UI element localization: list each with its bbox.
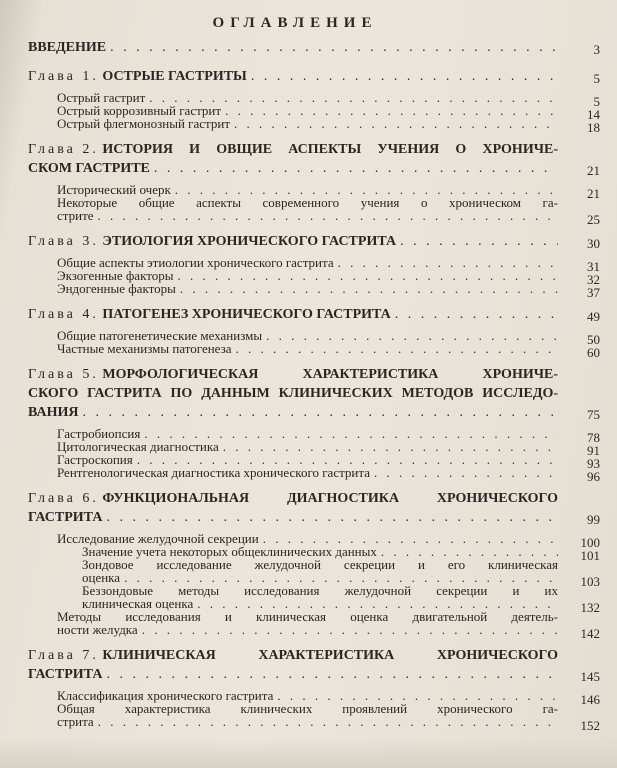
toc-chapter bbox=[28, 365, 602, 422]
page-number: 142 bbox=[580, 626, 600, 641]
toc-line bbox=[57, 282, 602, 295]
toc-line bbox=[57, 623, 602, 636]
toc-entries bbox=[28, 38, 602, 733]
page-number: 21 bbox=[587, 163, 600, 178]
toc-line bbox=[28, 646, 602, 665]
toc-line bbox=[57, 196, 602, 209]
toc-chapter bbox=[28, 140, 602, 178]
dot-leader bbox=[138, 623, 558, 636]
entry-title: Исторический очерк bbox=[57, 182, 171, 197]
dot-leader bbox=[176, 282, 558, 295]
toc-section bbox=[28, 557, 602, 589]
entry-title: Общие аспекты этиологии хронического гастрита bbox=[57, 255, 334, 270]
toc-line bbox=[28, 403, 602, 422]
entry-title: ПАТОГЕНЕЗ ХРОНИЧЕСКОГО ГАСТРИТА bbox=[102, 307, 391, 322]
toc-line bbox=[57, 209, 602, 222]
page-number: 25 bbox=[587, 212, 600, 227]
toc-line bbox=[57, 715, 602, 728]
toc-line bbox=[28, 67, 602, 86]
page-number: 100 bbox=[580, 535, 600, 550]
entry-title: Острый коррозивный гастрит bbox=[57, 103, 222, 118]
chapter-number: Глава 1. bbox=[28, 69, 99, 84]
entry-title: стрита bbox=[57, 714, 94, 729]
page-title: ОГЛАВЛЕНИЕ bbox=[212, 15, 378, 31]
toc-line bbox=[57, 702, 602, 715]
chapter-number: Глава 5. bbox=[28, 367, 99, 382]
entry-title: Острый гастрит bbox=[57, 90, 146, 105]
page-number: 91 bbox=[587, 443, 600, 458]
toc-line bbox=[57, 117, 602, 130]
dot-leader bbox=[247, 67, 558, 86]
entry-title: клиническая оценка bbox=[82, 596, 194, 611]
page-number: 18 bbox=[587, 120, 600, 135]
dot-leader bbox=[94, 715, 558, 728]
page-number: 132 bbox=[580, 600, 600, 615]
table-of-contents bbox=[28, 0, 602, 733]
entry-title: Цитологическая диагностика bbox=[57, 439, 219, 454]
toc-line bbox=[28, 38, 602, 57]
entry-title: Классификация хронического гастрита bbox=[57, 688, 274, 703]
page-number: 145 bbox=[580, 669, 600, 684]
entry-title: КЛИНИЧЕСКАЯ ХАРАКТЕРИСТИКА ХРОНИЧЕСКОГО bbox=[102, 648, 558, 663]
entry-title: Острый флегмонозный гастрит bbox=[57, 116, 231, 131]
entry-title: Рентгенологическая диагностика хронического гастрита bbox=[57, 465, 370, 480]
entry-title: Гастроскопия bbox=[57, 452, 133, 467]
dot-leader bbox=[78, 403, 558, 422]
page-number: 96 bbox=[587, 469, 600, 484]
dot-leader bbox=[262, 329, 558, 342]
toc-line bbox=[57, 342, 602, 355]
toc-line bbox=[28, 384, 602, 403]
entry-title: ГАСТРИТА bbox=[28, 667, 103, 682]
entry-title: ности желудка bbox=[57, 622, 138, 637]
entry-title: Общая характеристика клинических проявлений хронического га- bbox=[57, 701, 558, 716]
toc-line bbox=[57, 466, 602, 479]
entry-title: Исследование желудочной секреции bbox=[57, 531, 259, 546]
toc-chapter bbox=[28, 489, 602, 527]
chapter-number: Глава 4. bbox=[28, 307, 99, 322]
page-number: 103 bbox=[580, 574, 600, 589]
page-number: 75 bbox=[587, 407, 600, 422]
dot-leader bbox=[106, 38, 558, 57]
entry-title: Общие патогенетические механизмы bbox=[57, 328, 263, 343]
entry-title: Экзогенные факторы bbox=[57, 268, 174, 283]
toc-chapter bbox=[28, 646, 602, 684]
toc-line bbox=[28, 159, 602, 178]
page-number: 21 bbox=[587, 186, 600, 201]
dot-leader bbox=[150, 159, 558, 178]
entry-title: стрите bbox=[57, 208, 94, 223]
page-number: 49 bbox=[587, 309, 600, 324]
dot-leader bbox=[370, 466, 558, 479]
page-number: 31 bbox=[587, 259, 600, 274]
page-number: 78 bbox=[587, 430, 600, 445]
dot-leader bbox=[230, 117, 558, 130]
entry-title: ИСТОРИЯ И ОВЩИЕ АСПЕКТЫ УЧЕНИЯ О ХРОНИЧЕ- bbox=[102, 142, 558, 157]
page-number: 146 bbox=[580, 692, 600, 707]
page-number: 5 bbox=[593, 71, 600, 86]
page-number: 60 bbox=[587, 345, 600, 360]
dot-leader bbox=[221, 104, 558, 117]
dot-leader bbox=[173, 269, 558, 282]
page-shadow bbox=[0, 738, 617, 768]
toc-chapter bbox=[28, 305, 602, 324]
dot-leader bbox=[102, 665, 558, 684]
toc-section bbox=[28, 116, 602, 135]
toc-line bbox=[28, 665, 602, 684]
entry-title: ОСТРЫЕ ГАСТРИТЫ bbox=[102, 69, 247, 84]
toc-line bbox=[28, 489, 602, 508]
entry-title: Эндогенные факторы bbox=[57, 281, 176, 296]
dot-leader bbox=[219, 440, 558, 453]
dot-leader bbox=[391, 305, 558, 324]
toc-section bbox=[28, 341, 602, 360]
entry-title: Гастробиопсия bbox=[57, 426, 141, 441]
page-number: 93 bbox=[587, 456, 600, 471]
chapter-number: Глава 2. bbox=[28, 142, 99, 157]
toc-line bbox=[28, 365, 602, 384]
toc-line bbox=[28, 305, 602, 324]
toc-section bbox=[28, 583, 602, 615]
chapter-number: Глава 6. bbox=[28, 491, 99, 506]
page-number: 5 bbox=[593, 94, 600, 109]
page-number: 14 bbox=[587, 107, 600, 122]
page-number: 101 bbox=[580, 548, 600, 563]
entry-title: ВВЕДЕНИЕ bbox=[28, 40, 107, 55]
page-number: 30 bbox=[587, 236, 600, 251]
entry-title: Частные механизмы патогенеза bbox=[57, 341, 232, 356]
toc-section bbox=[28, 465, 602, 484]
toc-section bbox=[28, 609, 602, 641]
toc-section bbox=[28, 281, 602, 300]
toc-section bbox=[28, 701, 602, 733]
entry-title: СКОГО ГАСТРИТА ПО ДАННЫМ КЛИНИЧЕСКИХ МЕТОДОВ ИССЛЕДО- bbox=[28, 386, 558, 401]
chapter-number: Глава 3. bbox=[28, 234, 99, 249]
page-number: 99 bbox=[587, 512, 600, 527]
entry-title: ГАСТРИТА bbox=[28, 510, 103, 525]
toc-line bbox=[28, 232, 602, 251]
entry-title: СКОМ ГАСТРИТЕ bbox=[28, 161, 150, 176]
toc-line bbox=[28, 508, 602, 527]
entry-title: ЭТИОЛОГИЯ ХРОНИЧЕСКОГО ГАСТРИТА bbox=[102, 234, 397, 249]
entry-title: оценка bbox=[82, 570, 121, 585]
page-number: 32 bbox=[587, 272, 600, 287]
page-number: 50 bbox=[587, 332, 600, 347]
toc-line bbox=[82, 558, 602, 571]
page-number: 152 bbox=[580, 718, 600, 733]
entry-title: Некоторые общие аспекты современного учения о хроническом га- bbox=[57, 195, 558, 210]
toc-line bbox=[28, 140, 602, 159]
entry-title: ВАНИЯ bbox=[28, 405, 79, 420]
entry-title: МОРФОЛОГИЧЕСКАЯ ХАРАКТЕРИСТИКА ХРОНИЧЕ- bbox=[102, 367, 558, 382]
toc-chapter bbox=[28, 232, 602, 251]
dot-leader bbox=[102, 508, 558, 527]
toc-line bbox=[57, 610, 602, 623]
toc-chapter bbox=[28, 38, 602, 57]
dot-leader bbox=[396, 232, 558, 251]
toc-section bbox=[28, 195, 602, 227]
toc-line bbox=[57, 440, 602, 453]
entry-title: Методы исследования и клиническая оценка двигательной деятель- bbox=[57, 609, 558, 624]
dot-leader bbox=[232, 342, 558, 355]
page-number: 3 bbox=[593, 42, 600, 57]
toc-chapter bbox=[28, 67, 602, 86]
entry-title: Зондовое исследование желудочной секреции и его клиническая bbox=[82, 557, 558, 572]
dot-leader bbox=[334, 256, 558, 269]
page-number: 37 bbox=[587, 285, 600, 300]
entry-title: Значение учета некоторых общеклинических данных bbox=[82, 544, 377, 559]
entry-title: Беззондовые методы исследования желудочной секреции и их bbox=[82, 583, 558, 598]
dot-leader bbox=[94, 209, 558, 222]
chapter-number: Глава 7. bbox=[28, 648, 99, 663]
entry-title: ФУНКЦИОНАЛЬНАЯ ДИАГНОСТИКА ХРОНИЧЕСКОГО bbox=[102, 491, 558, 506]
